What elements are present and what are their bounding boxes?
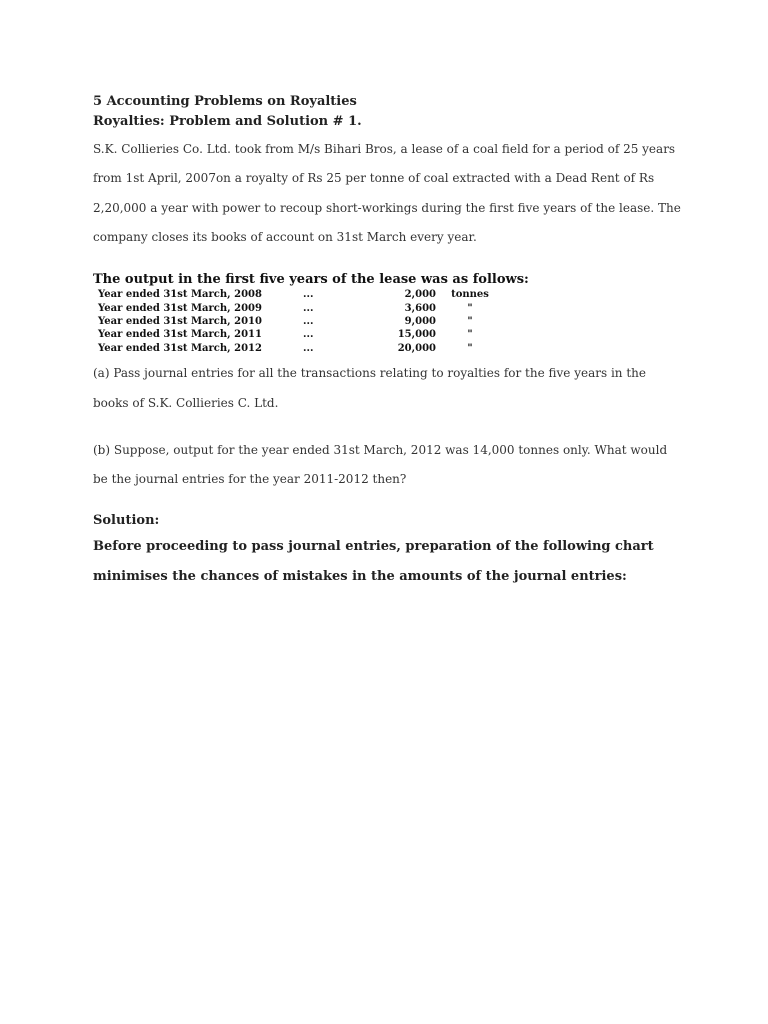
output-row <box>98 315 495 328</box>
output-unit-cell: " <box>467 316 473 327</box>
question-b: (b) Suppose, output for the year ended 31st March, 2012 was 14,000 tonnes only. What would be the journal entries for the year 2011-2012 then? <box>93 442 668 487</box>
output-row <box>98 288 495 301</box>
output-dots-cell: ... <box>303 302 314 314</box>
output-dots-cell: ... <box>303 316 314 327</box>
output-quantity-cell: 15,000 <box>397 329 436 341</box>
output-table <box>98 288 495 355</box>
output-year-cell: Year ended 31st March, 2011 <box>98 329 262 341</box>
output-year-cell: Year ended 31st March, 2008 <box>98 289 262 301</box>
output-unit-cell: " <box>467 302 473 314</box>
problem-intro: S.K. Collieries Co. Ltd. took from M/s Bihari Bros, a lease of a coal field for a period of 25 years from 1st April, 2007on a royalty of Rs 25 per tonne of coal extracted with a Dead Rent of Rs 2,20,000 a year with power to recoup short-workings during the first five years of the lease. The company closes its books of account on 31st March every year. <box>93 142 681 244</box>
question-a: (a) Pass journal entries for all the transactions relating to royalties for the five years in the books of S.K. Collieries C. Ltd. <box>93 366 646 410</box>
output-table-title: The output in the first five years of the lease was as follows: <box>93 272 529 288</box>
output-quantity-cell: 2,000 <box>404 289 436 301</box>
solution-heading: Solution: <box>93 513 160 529</box>
output-year-cell: Year ended 31st March, 2010 <box>98 316 262 327</box>
output-unit-cell: tonnes <box>451 289 489 301</box>
output-row <box>98 302 495 315</box>
output-quantity-cell: 3,600 <box>404 302 436 314</box>
output-year-cell: Year ended 31st March, 2012 <box>98 342 262 354</box>
output-row <box>98 342 495 355</box>
output-unit-cell: " <box>467 329 473 341</box>
output-row <box>98 328 495 341</box>
problem-heading: Royalties: Problem and Solution # 1. <box>93 114 362 129</box>
output-dots-cell: ... <box>303 329 314 341</box>
output-dots-cell: ... <box>303 289 314 301</box>
output-unit-cell: " <box>467 342 473 354</box>
output-quantity-cell: 9,000 <box>404 316 436 327</box>
output-quantity-cell: 20,000 <box>397 342 436 354</box>
document-page <box>93 93 683 591</box>
document-heading: 5 Accounting Problems on Royalties <box>93 94 357 109</box>
solution-text: Before proceeding to pass journal entries, preparation of the following chart minimises the chances of mistakes in the amounts of the journal entries: <box>93 539 654 584</box>
output-dots-cell: ... <box>303 342 314 354</box>
output-year-cell: Year ended 31st March, 2009 <box>98 302 262 314</box>
